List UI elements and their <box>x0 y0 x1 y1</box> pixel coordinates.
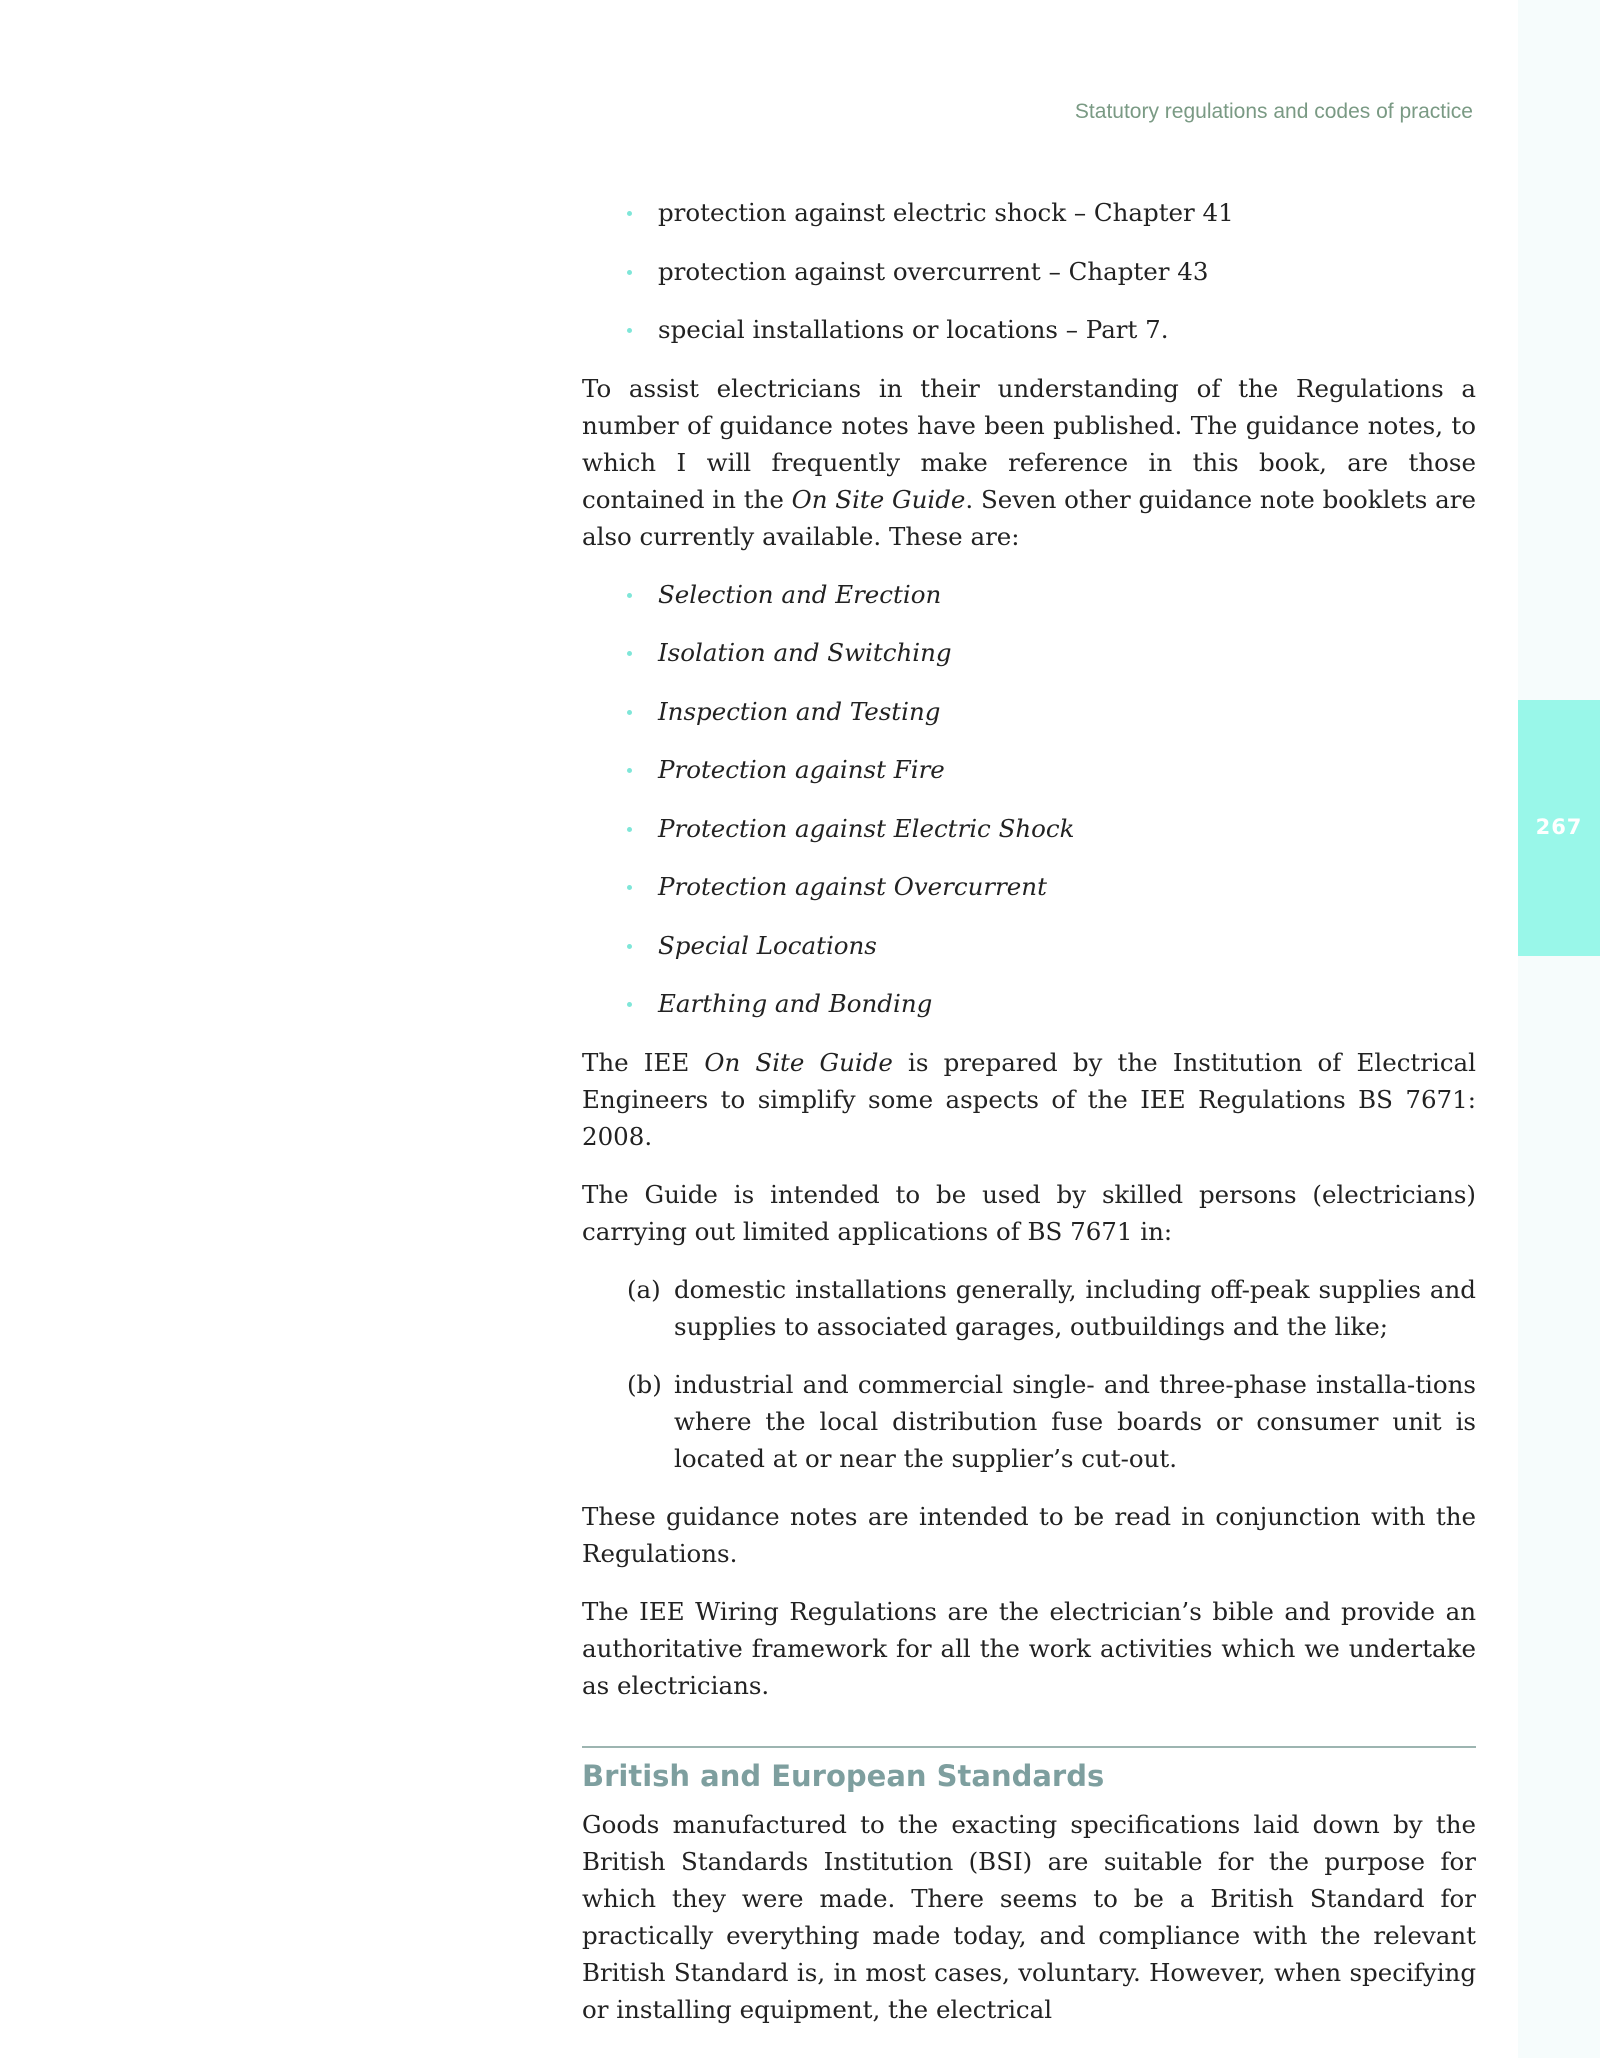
lettered-list <box>582 1271 1476 1477</box>
list-item: Protection against Electric Shock <box>582 810 1476 847</box>
list-item: Protection against Fire <box>582 751 1476 788</box>
regulation-parts-list <box>582 194 1476 348</box>
paragraph-bible: The IEE Wiring Regulations are the electrician’s bible and provide an authoritative framework for all the work activities which we undertake as electricians. <box>582 1596 1476 1700</box>
body-text <box>582 194 1476 2049</box>
paragraph-british-standards: Goods manufactured to the exacting specifications laid down by the British Standards Institution (BSI) are suitable for the purpose for which they were made. There seems to be a British Standard for practically everything made today, and compliance with the relevant British Standard is, in most cases, voluntary. However, when specifying or installing equipment, the electrical <box>582 1809 1476 2024</box>
list-item: Isolation and Switching <box>582 634 1476 671</box>
list-item: protection against electric shock – Chapter 41 <box>582 194 1476 231</box>
item-letter: (a) <box>627 1274 661 1304</box>
section-divider <box>582 1746 1476 1798</box>
list-item: Special Locations <box>582 927 1476 964</box>
paragraph-on-site-guide: The IEE On Site Guide is prepared by the Institution of Electrical Engineers to simplify some aspects of the IEE Regulations BS 7671: 2008. <box>582 1047 1476 1151</box>
list-item: Protection against Overcurrent <box>582 868 1476 905</box>
list-item: protection against overcurrent – Chapter 43 <box>582 253 1476 290</box>
item-text: domestic installations generally, including off-peak supplies and supplies to associated garages, outbuildings and the like; <box>674 1274 1476 1341</box>
item-text: industrial and commercial single- and three-phase installa-tions where the local distribution fuse boards or consumer unit is located at or near the supplier’s cut-out. <box>674 1369 1476 1473</box>
list-item: Earthing and Bonding <box>582 985 1476 1022</box>
page-number: 267 <box>1535 815 1583 839</box>
list-item: Selection and Erection <box>582 576 1476 613</box>
paragraph-conjunction: These guidance notes are intended to be read in conjunction with the Regulations. <box>582 1501 1476 1568</box>
paragraph-guide-usage: The Guide is intended to be used by skilled persons (electricians) carrying out limited applications of BS 7671 in: <box>582 1179 1476 1246</box>
section-heading: British and European Standards <box>582 1758 1105 1793</box>
lettered-item <box>582 1366 1476 1477</box>
guidance-booklets-list <box>582 576 1476 1023</box>
list-item: special installations or locations – Part 7. <box>582 311 1476 348</box>
page-margin-strip <box>1518 0 1600 2058</box>
lettered-item <box>582 1271 1476 1345</box>
list-item: Inspection and Testing <box>582 693 1476 730</box>
running-head: Statutory regulations and codes of practice <box>1074 100 1473 123</box>
item-letter: (b) <box>627 1369 662 1399</box>
paragraph-guidance-notes: To assist electricians in their understanding of the Regulations a number of guidance notes have been published. The guidance notes, to which I will frequently make reference in this book, are those contained in the On Site Guide. Seven other guidance note booklets are also currently available. These are: <box>582 373 1476 551</box>
